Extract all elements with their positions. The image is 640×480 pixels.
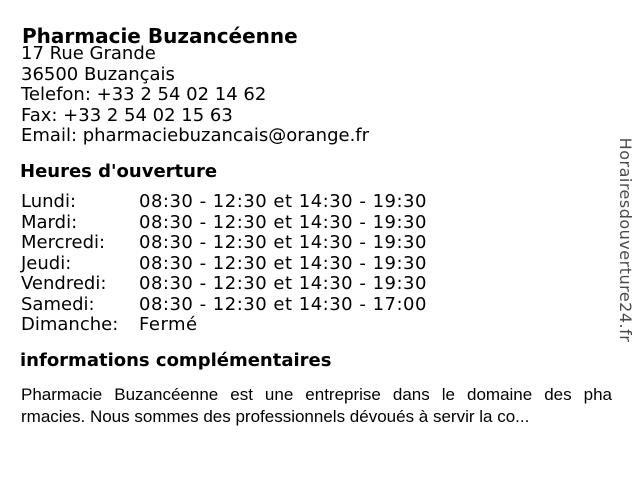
hours-day-label: Jeudi: bbox=[21, 252, 72, 274]
hours-day-label: Mercredi: bbox=[21, 232, 106, 253]
hours-time-value: 08:30 - 12:30 et 14:30 - 19:30 bbox=[139, 273, 427, 294]
hours-day-label: Dimanche: bbox=[21, 314, 119, 335]
opening-hours-table bbox=[21, 192, 427, 336]
hours-time-value: 08:30 - 12:30 et 14:30 - 19:30 bbox=[139, 252, 427, 274]
hours-time-value: 08:30 - 12:30 et 14:30 - 19:30 bbox=[139, 191, 427, 212]
hours-day-label: Vendredi: bbox=[21, 273, 107, 294]
page-title: Pharmacie Buzancéenne bbox=[22, 24, 298, 49]
hours-time-value: Fermé bbox=[139, 314, 198, 335]
address-line-1: 17 Rue Grande bbox=[21, 43, 156, 64]
contact-block bbox=[21, 44, 369, 147]
hours-time-value: 08:30 - 12:30 et 14:30 - 19:30 bbox=[139, 211, 427, 233]
additional-info-heading: informations complémentaires bbox=[20, 350, 332, 371]
address-line-2: 36500 Buzançais bbox=[21, 63, 175, 85]
description-line-2: rmacies. Nous sommes des professionnels dévoués à servir la co... bbox=[21, 407, 530, 426]
hours-day-label: Lundi: bbox=[21, 191, 77, 212]
fax-line: Fax: +33 2 54 02 15 63 bbox=[21, 104, 233, 126]
site-watermark: Horairesdouverture24.fr bbox=[616, 137, 635, 343]
email-line: Email: pharmaciebuzancais@orange.fr bbox=[21, 125, 370, 146]
opening-hours-heading: Heures d'ouverture bbox=[20, 161, 218, 182]
phone-line: Telefon: +33 2 54 02 14 62 bbox=[21, 84, 267, 105]
hours-day-label: Samedi: bbox=[21, 293, 95, 315]
hours-day-label: Mardi: bbox=[21, 211, 78, 233]
description-line-1: Pharmacie Buzancéenne est une entreprise dans le domaine des pha bbox=[21, 385, 612, 404]
hours-time-value: 08:30 - 12:30 et 14:30 - 17:00 bbox=[139, 293, 427, 315]
hours-time-value: 08:30 - 12:30 et 14:30 - 19:30 bbox=[139, 232, 427, 253]
business-description bbox=[21, 384, 612, 428]
